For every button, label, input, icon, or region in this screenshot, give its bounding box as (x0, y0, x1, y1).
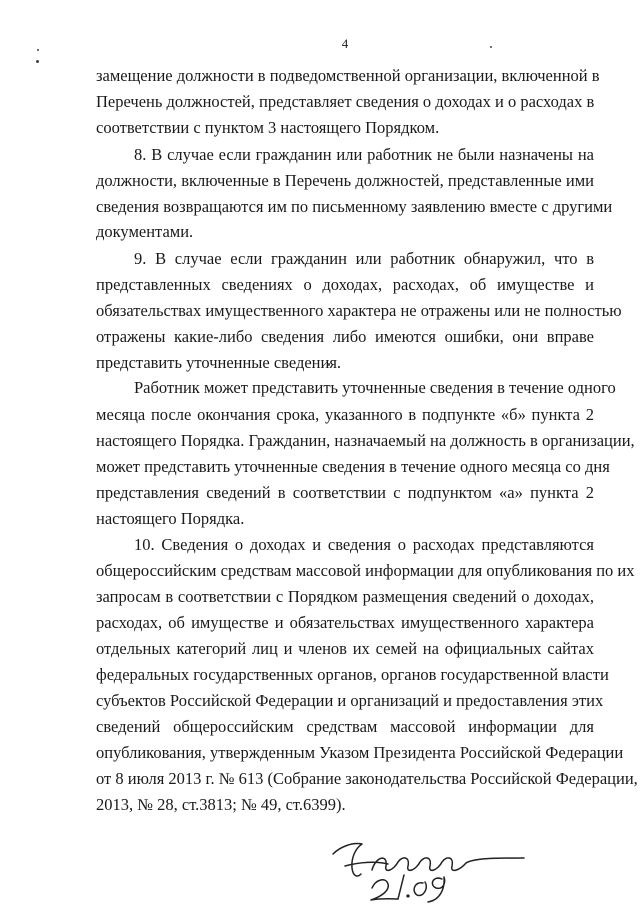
body-line: сведения возвращаются им по письменному заявлению вместе с другими (96, 197, 613, 216)
body-line: представления сведений в соответствии с подпунктом «а» пункта 2 (96, 483, 594, 502)
body-line: 8. В случае если гражданин или работник не были назначены на (134, 145, 594, 164)
body-line: представленных сведениях о доходах, расходах, об имуществе и (96, 275, 594, 294)
body-line: должности, включенные в Перечень должностей, представленные ими (96, 171, 594, 190)
body-line: общероссийским средствам массовой информации для опубликования по их (96, 561, 635, 580)
body-line: Работник может представить уточненные сведения в течение одного (134, 378, 616, 397)
body-line: месяца после окончания срока, указанного в подпункте «б» пункта 2 (96, 405, 594, 424)
page-number: 4 (341, 36, 349, 51)
body-line: отражены какие-либо сведения либо имеются ошибки, они вправе (96, 327, 594, 346)
body-line: опубликования, утвержденным Указом Президента Российской Федерации (96, 743, 624, 762)
body-line: от 8 июля 2013 г. № 613 (Собрание законодательства Российской Федерации, (96, 769, 638, 788)
body-line: настоящего Порядка. (96, 509, 245, 528)
body-line: 2013, № 28, ст.3813; № 49, ст.6399). (96, 795, 346, 814)
body-line: замещение должности в подведомственной организации, включенной в (96, 66, 600, 85)
body-line: настоящего Порядка. Гражданин, назначаемый на должность в организации, (96, 431, 635, 450)
body-line: запросам в соответствии с Порядком размещения сведений о доходах, (96, 587, 594, 606)
body-line: представить уточненные сведения. (96, 353, 342, 372)
body-line: 10. Сведения о доходах и сведения о расходах представляются (134, 535, 594, 554)
body-line: Перечень должностей, представляет сведения о доходах и о расходах в (96, 92, 595, 111)
body-line: может представить уточненные сведения в течение одного месяца со дня (96, 457, 610, 476)
body-line: отдельных категорий лиц и членов их семей на официальных сайтах (96, 639, 594, 658)
body-line: субъектов Российской Федерации и организаций и предоставления этих (96, 691, 604, 710)
body-line: обязательствах имущественного характера не отражены или не полностью (96, 301, 622, 320)
body-line: 9. В случае если гражданин или работник обнаружил, что в (134, 249, 594, 268)
body-line: соответствии с пунктом 3 настоящего Порядком. (96, 118, 440, 137)
body-line: федеральных государственных органов, органов государственной власти (96, 665, 609, 684)
body-line: расходах, об имуществе и обязательствах имущественного характера (96, 613, 594, 632)
body-line: документами. (96, 222, 194, 241)
body-line: сведений общероссийским средствам массовой информации для (96, 717, 594, 736)
